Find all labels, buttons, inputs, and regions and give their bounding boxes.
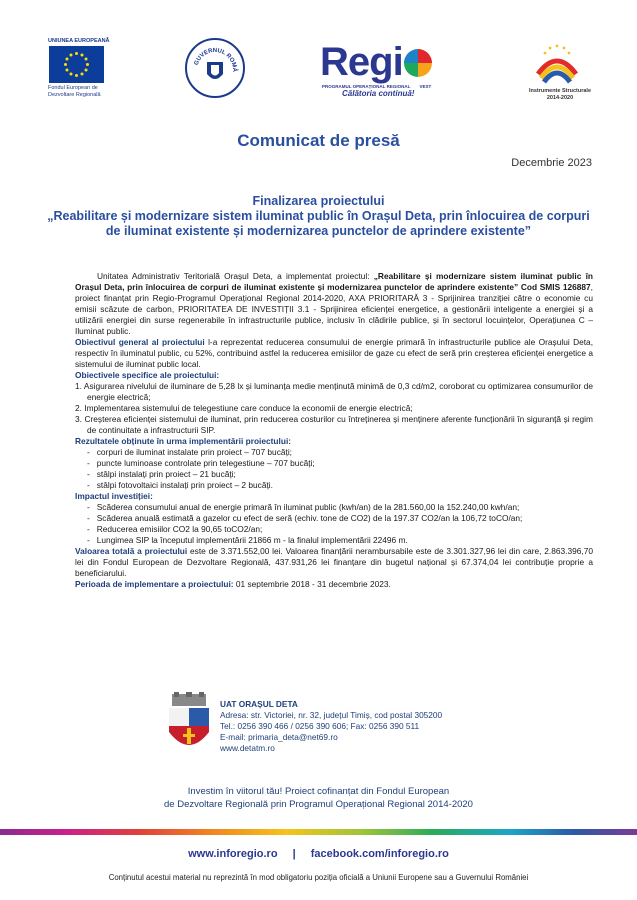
eu-star-icon (85, 69, 88, 72)
impact-list (75, 502, 593, 546)
structural-instruments-logo (532, 38, 582, 86)
general-objective-paragraph: Obiectivul general al proiectului l-a reprezentat reducerea consumului de energie primară în infrastructurile publice ale Orașului Deta, respectiv în iluminatul public, cu 52%, contribuind astfel la reducerea emisiilor de gaze cu efect de seră prin creșterea eficienței energetice a sistemului de iluminat public local. (75, 337, 594, 369)
eu-star-icon (85, 58, 88, 61)
facebook-link[interactable]: facebook.com/inforegio.ro (310, 848, 449, 860)
eu-star-icon (65, 69, 68, 72)
list-item: - Lungimea SIP la începutul implementării 21866 m - la finalul implementării 22496 m. (87, 535, 408, 545)
eu-star-icon (86, 63, 89, 66)
link-separator: | (292, 848, 296, 860)
eu-flag-logo (49, 46, 104, 83)
total-value-paragraph: Valoarea totală a proiectului este de 3.371.552,00 lei. Valoarea finanțării nerambursabile este de 3.301.327,96 lei din care, 2.863.396,70 lei din Fondul European de Dezvoltare Regională, 437.931,26 lei finanțare din bugetul național și 67.374,04 lei contribuție proprie a beneficiarului. (75, 546, 593, 578)
government-seal-logo (185, 38, 245, 98)
uat-website: www.detatm.ro (220, 743, 275, 753)
results-list (75, 447, 593, 491)
list-item: 3. Creșterea eficienței sistemului de iluminat, prin reducerea costurilor cu întreținerea și menținere aferente funcționării în siguranță și regim de continuitate a infrastructurii SIP. (75, 414, 593, 435)
project-heading (40, 194, 597, 239)
list-item: - puncte luminoase controlate prin telegestiune – 707 bucăți; (87, 458, 315, 468)
results-heading: Rezultatele obținute în urma implementării proiectului: (75, 436, 292, 446)
list-item: - stâlpi fotovoltaici instalați prin proiect – 2 bucăți. (87, 480, 273, 490)
list-item: - Scăderea consumului anual de energie primară în iluminat public (kwh/an) de la 281.560,00 la 152.240,00 kwh/an; (87, 502, 520, 512)
eu-star-icon (64, 63, 67, 66)
eu-star-icon (75, 74, 78, 77)
disclaimer-text: Conținutul acestui material nu reprezintă în mod obligatoriu poziția oficială a Uniunii Europene sau a Guvernului României (108, 873, 529, 882)
svg-text:GUVERNUL ROMÂNIEI: GUVERNUL ROMÂ (193, 47, 238, 73)
release-date: Decembrie 2023 (511, 157, 592, 169)
uat-contact-block (220, 699, 520, 754)
regio-slogan: Călătoria continuă! (342, 89, 415, 98)
eu-label: UNIUNEA EUROPEANĂ (48, 38, 110, 44)
structural-instruments-caption: Instrumente Structurale 2014-2020 (528, 88, 592, 101)
cofinancing-line1: Investim în viitorul tău! Proiect cofinanțat din Fondul European (187, 786, 450, 797)
footer-links (0, 848, 637, 860)
cofinancing-statement (100, 785, 537, 811)
list-item: - Scăderea anuală estimată a gazelor cu efect de seră (echiv. tone de CO2) de la 197.37 CO2/an la 106,72 toCO/an; (87, 513, 523, 523)
deta-coat-of-arms-icon (166, 692, 212, 756)
period-paragraph: Perioada de implementare a proiectului: 01 septembrie 2018 - 31 decembrie 2023. (75, 579, 391, 589)
intro-paragraph: Unitatea Administrativ Teritorială Orașul Deta, a implementat proiectul: „Reabilitare și modernizare sistem iluminat public în Orașul Deta, prin înlocuirea de corpuri de iluminat existente și modernizarea punctelor de aprindere existente” Cod SMIS 126887, proiect finanțat prin Regio-Programul Operațional Regional 2014-2020, AXA PRIORITARĂ 3 - Sprijinirea tranziției către o economie cu emisii scăzute de carbon, PRIORITATEA DE INVESTIȚII 3.1 - Sprijinirea eficienței energetice, a gestionării inteligente a energiei și a utilizării energiei din surse regenerabile în infrastructurile publice, inclusiv în clădirile publice, și în sectorul locuințelor, Operațiunea C – Iluminat public. (75, 271, 593, 336)
eu-star-icon (65, 58, 68, 61)
list-item: - Reducerea emisiilor CO2 la 90,65 toCO2/an; (87, 524, 263, 534)
eu-star-icon (75, 52, 78, 55)
eu-star-icon (70, 73, 73, 76)
project-heading-line2: „Reabilitare și modernizare sistem iluminat public în Orașul Deta, prin înlocuirea de corpuri de iluminat existente și modernizarea punctelor de aprindere existente” (47, 209, 590, 238)
list-item: - stâlpi instalați prin proiect – 21 bucăți; (87, 469, 236, 479)
eu-fund-caption: Fondul European de Dezvoltare Regională (48, 85, 101, 98)
cofinancing-line2: de Dezvoltare Regională prin Programul Operațional Regional 2014-2020 (164, 799, 473, 810)
regio-logo-word: Regi (320, 42, 432, 82)
eu-star-icon (81, 53, 84, 56)
eu-star-icon (81, 73, 84, 76)
list-item: 1. Asigurarea nivelului de iluminare de 5,28 lx și luminanța medie menținută minimă de 0,3 cd/m2, coroborat cu optimizarea consumurilor de energie electrică; (75, 381, 593, 402)
specific-objectives-heading: Obiectivele specifice ale proiectului: (75, 370, 220, 380)
inforegio-link[interactable]: www.inforegio.ro (188, 848, 278, 860)
list-item: 2. Implementarea sistemului de telegestiune care conduce la economii de energie electrică; (75, 403, 413, 413)
uat-phone: Tel.: 0256 390 466 / 0256 390 606; Fax: 0256 390 511 (220, 721, 420, 731)
uat-name: UAT ORAȘUL DETA (220, 699, 298, 709)
color-stripe-divider (0, 829, 637, 835)
list-item: - corpuri de iluminat instalate prin proiect – 707 bucăți; (87, 447, 292, 457)
specific-objectives-list (75, 381, 593, 436)
project-heading-line1: Finalizarea proiectului (252, 194, 385, 208)
eu-star-icon (70, 53, 73, 56)
press-release-body (75, 271, 593, 590)
page-title: Comunicat de presă (237, 131, 400, 150)
uat-email: E-mail: primaria_deta@net69.ro (220, 732, 338, 742)
uat-address: Adresa: str. Victoriei, nr. 32, județul Timiș, cod postal 305200 (220, 710, 443, 720)
impact-heading: Impactul investiției: (75, 491, 153, 501)
regio-program-caption: PROGRAMUL OPERAȚIONAL REGIONAL VEST (322, 84, 432, 89)
